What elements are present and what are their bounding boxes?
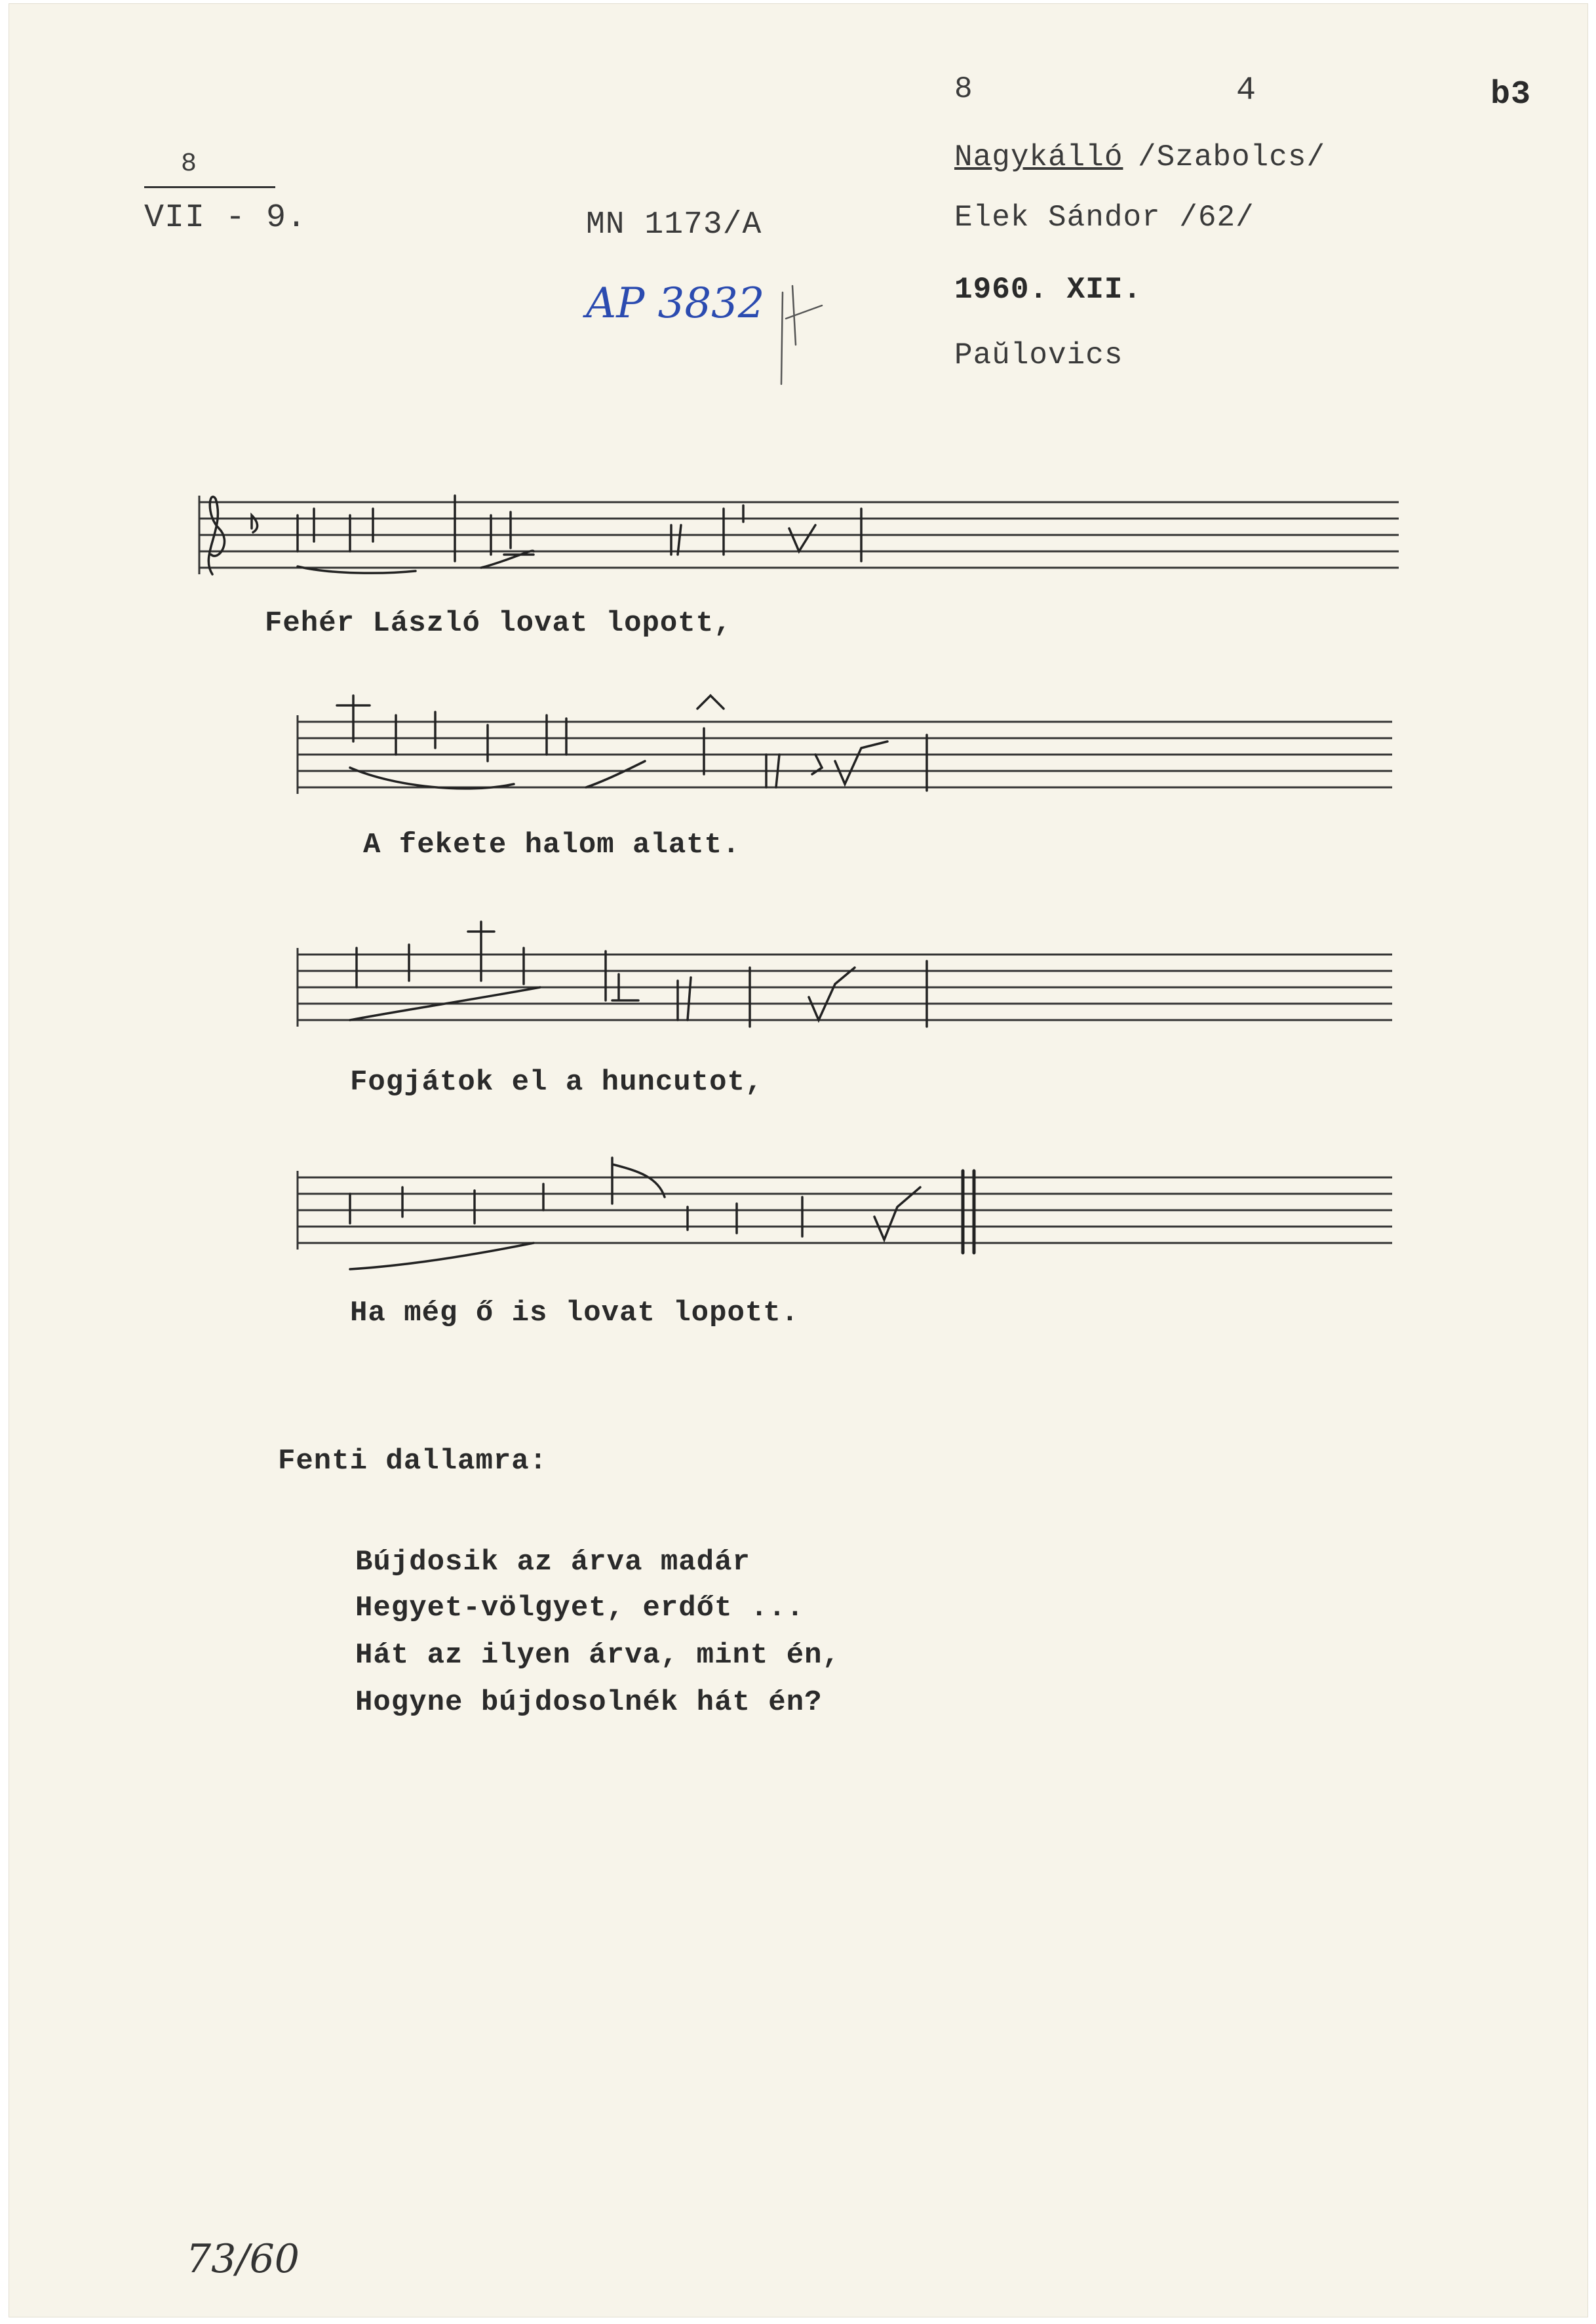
verse-line-4: Hogyne bújdosolnék hát én? [355,1686,823,1719]
document-page [9,4,1587,2317]
county-name: /Szabolcs/ [1138,140,1326,174]
collector-name: Paŭlovics [954,338,1123,372]
header-left-code: VII - 9. [144,199,307,237]
handwritten-catalog: AP 3832 [586,279,765,328]
catalog-number: MN 1173/A [586,207,762,243]
lyric-line-3: Fogjátok el a huncutot, [350,1066,764,1099]
header-left-rule [144,186,275,188]
lyric-line-1: Fehér László lovat lopott, [265,607,732,640]
section-heading: Fenti dallamra: [278,1445,548,1478]
footer-handwritten-note: 73/60 [186,2236,300,2282]
header-left-number: 8 [181,149,198,179]
singer-name: Elek Sándor /62/ [954,201,1255,235]
music-staff-3 [298,948,1412,1040]
header-right-n3: b3 [1490,76,1532,113]
music-staff-4 [298,1171,1412,1276]
collection-date: 1960. XII. [954,273,1142,307]
pencil-mark [769,279,835,397]
header-right-n2: 4 [1236,72,1257,109]
verse-line-2: Hegyet-völgyet, erdőt ... [355,1592,805,1625]
header-right-n1: 8 [954,72,973,106]
lyric-line-2: A fekete halom alatt. [363,829,741,861]
verse-line-3: Hát az ilyen árva, mint én, [355,1639,840,1672]
music-staff-1 [199,489,1445,581]
lyric-line-4: Ha még ő is lovat lopott. [350,1297,800,1329]
verse-line-1: Bújdosik az árva madár [355,1546,750,1579]
place-name: Nagykálló [954,140,1123,174]
music-staff-2 [298,715,1412,807]
